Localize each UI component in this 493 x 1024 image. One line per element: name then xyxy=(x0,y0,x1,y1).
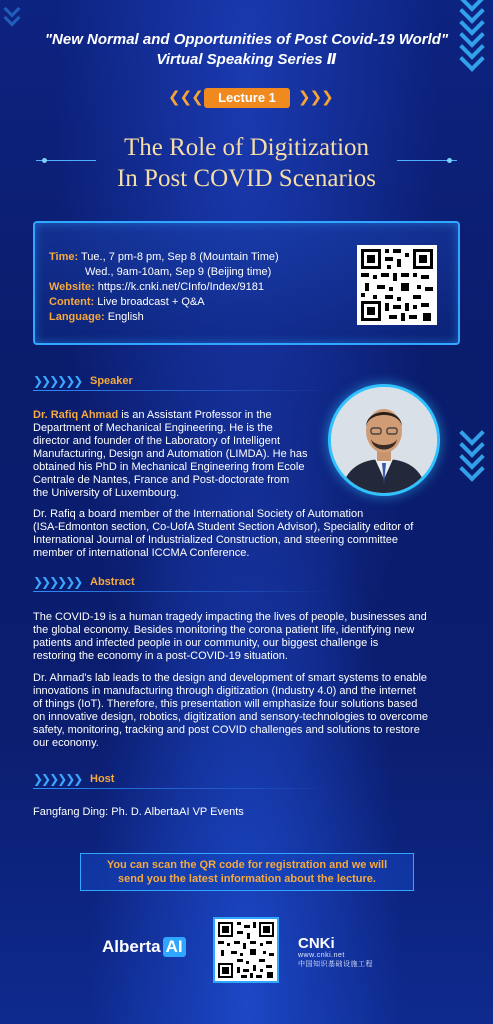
bio-line: Department of Mechanical Engineering. He is the xyxy=(33,422,273,434)
alberta-logo-text: Alberta xyxy=(102,937,161,956)
section-divider xyxy=(33,390,333,391)
section-divider xyxy=(33,591,333,592)
bio-line: International Journal of Industrialized Construction, and steering committee xyxy=(33,534,399,546)
bio-line: member of international ICCMA Conference. xyxy=(33,547,250,559)
section-arrows-icon: ❯❯❯❯❯❯ xyxy=(33,772,82,786)
abstract-para-2 xyxy=(33,672,463,750)
title-dot-right xyxy=(447,158,452,163)
host-text: Fangfang Ding: Ph. D. AlbertaAI VP Events xyxy=(33,806,244,818)
abstract-line: our economy. xyxy=(33,737,99,749)
abstract-line: the global economy. Besides monitoring the corona patient life, identifying new xyxy=(33,624,415,636)
host-heading: Host xyxy=(90,773,115,785)
cnki-url: www.cnki.net xyxy=(298,952,345,959)
chevron-right-icon: ❯❯❯ xyxy=(298,88,333,106)
language-row xyxy=(49,310,144,325)
qr-code-pattern xyxy=(357,245,437,325)
footer-qr-pattern xyxy=(215,919,277,981)
abstract-heading: Abstract xyxy=(90,576,135,588)
abstract-line: of things (IoT). Therefore, this presentation will emphasize four solutions based xyxy=(33,698,418,710)
website-row xyxy=(49,280,264,295)
content-value: Live broadcast + Q&A xyxy=(97,296,205,308)
time-value-1: Tue., 7 pm-8 pm, Sep 8 (Mountain Time) xyxy=(81,251,279,263)
cnki-chinese-name: 中国知识基础设施工程 xyxy=(298,961,373,968)
bio-line: (ISA-Edmonton section, Co-UofA Student Section Advisor), Speciality editor of xyxy=(33,521,414,533)
lecture-badge: Lecture 1 xyxy=(204,88,290,108)
bio-line: Dr. Rafiq a board member of the International Society of Automation xyxy=(33,508,364,520)
bio-line: director and founder of the Laboratory of Intelligent xyxy=(33,435,281,447)
section-arrows-icon: ❯❯❯❯❯❯ xyxy=(33,374,82,388)
title-dot-left xyxy=(42,158,47,163)
website-link[interactable]: https://k.cnki.net/CInfo/Index/9181 xyxy=(97,281,265,293)
qr-code-icon[interactable] xyxy=(357,245,437,325)
chevron-left-icon: ❮❮❮ xyxy=(168,88,203,106)
abstract-line: restoring the economy in a post-COVID-19 situation. xyxy=(33,650,288,662)
abstract-line: Dr. Ahmad's lab leads to the design and development of smart systems to enable xyxy=(33,672,428,684)
callout-line-2: send you the latest information about the lecture. xyxy=(118,873,376,885)
cnki-logo xyxy=(298,935,373,969)
footer-qr-code-icon[interactable] xyxy=(213,917,279,983)
abstract-line: on innovative design, robotics, digitization and sensory-technologies to overcome xyxy=(33,711,429,723)
bio-line: the University of Luxembourg. xyxy=(33,487,180,499)
callout-line-1: You can scan the QR code for registration and we will xyxy=(106,859,388,871)
speaker-heading: Speaker xyxy=(90,375,133,387)
bio-line: obtained his PhD in Mechanical Engineering from Ecole xyxy=(33,461,305,473)
lecture-row xyxy=(0,87,493,109)
speaker-photo xyxy=(328,384,440,496)
bio-line: Centrale de Nantes, France and Post-doctorate from xyxy=(33,474,290,486)
series-title-line2: Virtual Speaking Series Ⅱ xyxy=(156,51,337,68)
bio-line: Manufacturing, Design and Automation (LIMDA). He has xyxy=(33,448,308,460)
speaker-bio-1 xyxy=(33,409,333,500)
abstract-line: safety, monitoring, tracking and post COVID challenges and solutions to restore xyxy=(33,724,420,736)
series-title-line1: "New Normal and Opportunities of Post Covid-19 World" xyxy=(44,31,449,48)
abstract-line: The COVID-19 is a human tragedy impacting the lives of people, businesses and xyxy=(33,611,427,623)
language-key: Language: xyxy=(49,311,105,323)
speaker-portrait xyxy=(331,387,437,493)
abstract-section-header xyxy=(33,574,460,590)
event-info-box xyxy=(33,221,460,345)
section-arrows-icon: ❯❯❯❯❯❯ xyxy=(33,575,82,589)
time-value-2: Wed., 9am-10am, Sep 9 (Beijing time) xyxy=(85,266,272,278)
decor-chevrons-right-mid xyxy=(459,430,485,478)
registration-callout xyxy=(80,853,414,891)
alberta-ai-logo xyxy=(102,937,186,957)
main-title-line1: The Role of Digitization xyxy=(123,134,370,161)
speaker-bio-2 xyxy=(33,508,463,560)
abstract-line: innovations in manufacturing through digitization (Industry 4.0) and the internet xyxy=(33,685,416,697)
speaker-name: Dr. Rafiq Ahmad xyxy=(33,409,119,421)
time-key: Time: xyxy=(49,251,79,263)
language-value: English xyxy=(107,311,144,323)
bio-line: is an Assistant Professor in the xyxy=(118,409,272,421)
section-divider xyxy=(33,788,333,789)
decor-chevrons-left xyxy=(2,6,22,24)
abstract-para-1 xyxy=(33,611,463,663)
content-row xyxy=(49,295,205,310)
cnki-mark: CNKi xyxy=(298,935,335,952)
content-key: Content: xyxy=(49,296,95,308)
host-section-header xyxy=(33,771,460,787)
main-title-line2: In Post COVID Scenarios xyxy=(116,165,376,192)
abstract-line: patients and infected people in our community, our biggest challenge is xyxy=(33,637,379,649)
website-key: Website: xyxy=(49,281,95,293)
time-row xyxy=(49,250,279,265)
alberta-logo-ai: AI xyxy=(163,937,186,957)
